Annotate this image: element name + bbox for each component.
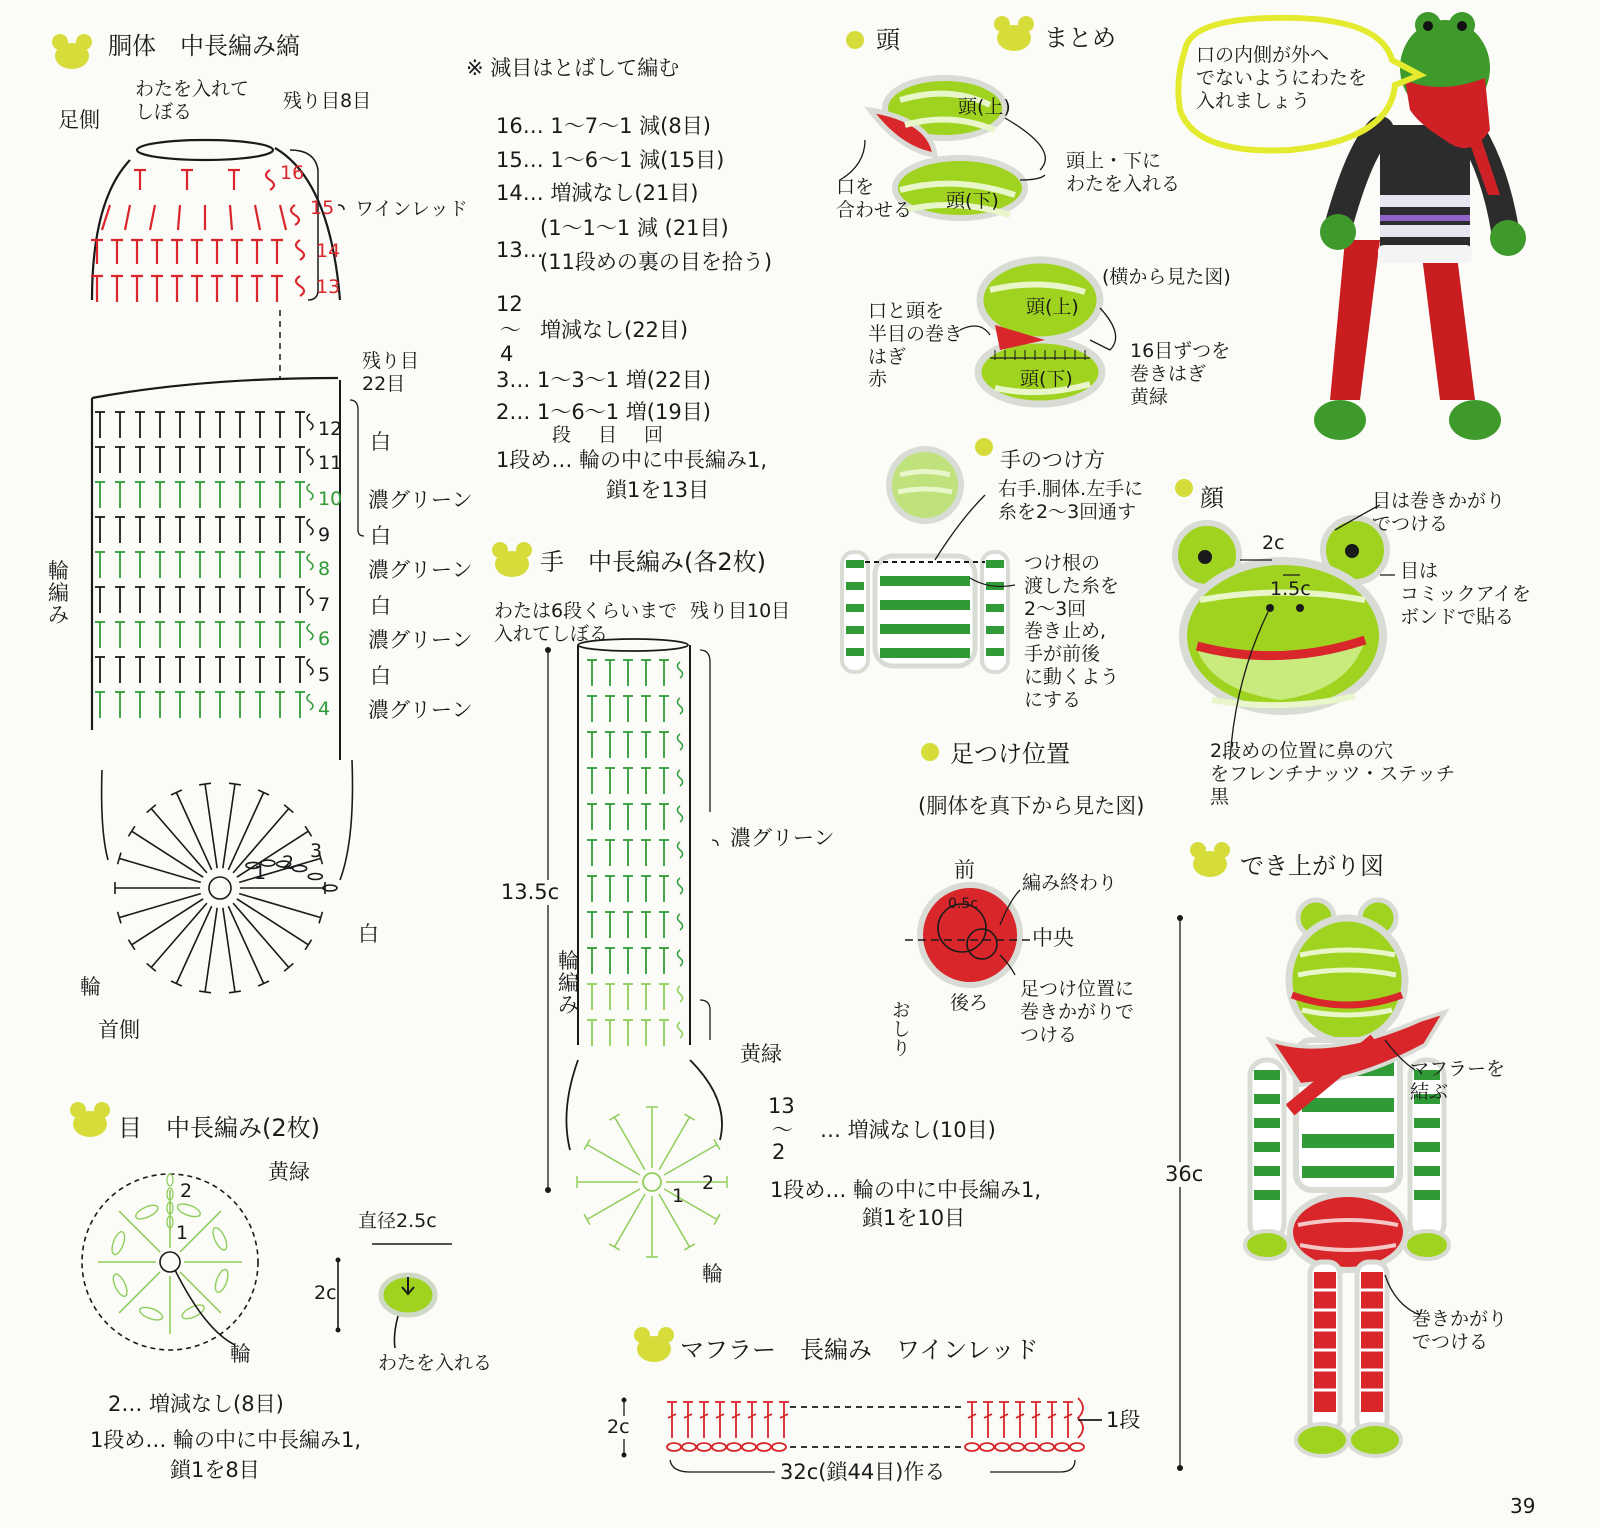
row-num-12: 12 [318, 418, 343, 440]
body-base-num-2: 2 [282, 852, 295, 874]
body-bottom-spoke [239, 894, 321, 918]
hand-ring-label: 輪 [702, 1262, 723, 1286]
hand-spoke-cap [584, 1139, 590, 1149]
body-row-chain [307, 414, 313, 430]
body-base-num-3: 3 [310, 840, 323, 862]
body-bottom-spoke [205, 908, 217, 992]
finished-attach-note: 巻きかがり でつける [1412, 1308, 1508, 1353]
instr-line-3: 3… 1～3～1 増(22目) [496, 368, 711, 392]
badge-mouse-icon [50, 32, 94, 70]
hand-range-mid: ～ [772, 1118, 793, 1142]
eye-stitch [176, 1202, 202, 1220]
leg-front: 前 [954, 858, 975, 882]
finished-title: でき上がり図 [1240, 852, 1384, 880]
hand-row-chain [678, 698, 683, 714]
instr-range-text: 増減なし(22目) [540, 318, 689, 342]
body-bottom-chain [293, 866, 307, 872]
instr-row13-prefix: 13… [496, 238, 544, 262]
muffler-chain [682, 1443, 696, 1451]
instr-line-1b: 鎖1を13目 [606, 478, 710, 502]
remaining-mid-label: 残り目 22目 [362, 350, 420, 395]
head-top-label: 頭(上) [958, 96, 1011, 118]
hand-line-1b: 鎖1を10目 [862, 1206, 966, 1230]
body-bottom-spoke-cap [199, 783, 211, 785]
face-title: 顔 [1200, 484, 1224, 512]
muffler-chain [712, 1443, 726, 1451]
finished-muffler-note: マフラーを 結ぶ [1410, 1058, 1506, 1103]
body-base-num-1: 1 [254, 862, 267, 884]
muffler-turn [1078, 1398, 1083, 1438]
leg-back: 後ろ [950, 992, 989, 1014]
body-bottom-chain [308, 874, 322, 880]
eye-stitch [210, 1226, 229, 1252]
face-eye-note: 目は巻きかがり でつける [1372, 490, 1506, 535]
hand-length: 13.5c [500, 880, 560, 904]
row-num-8: 8 [318, 558, 331, 580]
badge-mouse-icon [1188, 840, 1232, 878]
muffler-chain [697, 1443, 711, 1451]
eye-line-1b: 鎖1を8目 [170, 1458, 260, 1482]
body-bottom-spoke-cap [305, 826, 311, 836]
head-stuff-note: 頭上・下に わたを入れる [1066, 150, 1181, 195]
summary-title: まとめ [1044, 24, 1116, 52]
muffler-chain [1070, 1443, 1084, 1451]
body-upper-chart [91, 140, 344, 302]
hand-row-chain [678, 986, 683, 1002]
muffler-chain [965, 1443, 979, 1451]
muffler-chain [742, 1443, 756, 1451]
body-bottom-spoke-cap [128, 826, 134, 836]
leg-attach-note: 足つけ位置に 巻きかがりで つける [1020, 978, 1135, 1046]
hand-range-bottom: 2 [772, 1140, 786, 1164]
head-bottom-label-2: 頭(下) [1020, 368, 1073, 390]
body-row-chain [307, 484, 313, 500]
finished-frog-illustration [1177, 900, 1449, 1471]
instr-row13-a: (1～1～1 減 (21目) [540, 216, 729, 240]
eye-chart [82, 1174, 452, 1350]
body-bottom-spoke-cap [128, 940, 134, 950]
badge-mouse-icon [992, 14, 1036, 52]
row-num-13: 13 [316, 276, 341, 298]
eye-spoke [119, 1272, 160, 1313]
hand-chart [545, 639, 727, 1257]
muffler-chain [1040, 1443, 1054, 1451]
face-illustration [1175, 505, 1395, 760]
stripe-label-dark-green: 濃グリーン [368, 628, 473, 652]
muffler-chain [980, 1443, 994, 1451]
hand-row-chain [678, 1022, 683, 1038]
head-sixteen-note: 16目ずつを 巻きはぎ 黄緑 [1130, 340, 1231, 408]
muffler-title: マフラー 長編み ワインレッド [680, 1336, 1039, 1364]
body-title: 胴体 中長編み縞 [108, 32, 300, 60]
head-bottom-label: 頭(下) [946, 190, 999, 212]
wine-red-label: ワインレッド [355, 198, 468, 220]
hand-spoke-cap [714, 1214, 720, 1224]
hand-attach-title: 手のつけ方 [1000, 448, 1105, 472]
body-row-chain [307, 659, 313, 675]
hand-row-chain [678, 734, 683, 750]
hand-spoke-cap [684, 1244, 694, 1250]
eye-num-2: 2 [180, 1180, 193, 1202]
stripe-label-white: 白 [370, 430, 391, 454]
eye-stitch [138, 1305, 164, 1323]
row-num-10: 10 [318, 488, 343, 510]
row-num-14: 14 [316, 240, 341, 262]
neck-side-label: 首側 [98, 1018, 140, 1042]
body-upper-row16 [134, 170, 240, 190]
hand-attach-note1: 右手.胴体.左手に 糸を2～3回通す [998, 478, 1144, 523]
hand-remaining: 残り目10目 [690, 600, 791, 622]
body-bottom-spoke [237, 831, 309, 877]
muffler-chain [667, 1443, 681, 1451]
hand-row-chain [678, 914, 683, 930]
page-number: 39 [1510, 1494, 1536, 1518]
stripe-label-white: 白 [370, 594, 391, 618]
instr-line-15: 15… 1～6～1 減(15目) [496, 148, 725, 172]
eye-height: 2c [314, 1282, 337, 1304]
summary-bubble-text: 口の内側が外へ でないようにわたを 入れましょう [1196, 44, 1368, 112]
head-title: 頭 [876, 26, 900, 54]
body-stuff-note: わたを入れて しぼる [135, 78, 250, 123]
stripe-label-dark-green: 濃グリーン [368, 558, 473, 582]
eye-stitch [110, 1230, 128, 1256]
row-num-7: 7 [318, 594, 331, 616]
instr-range-top: 12 [496, 292, 523, 316]
hand-row-chain [678, 878, 683, 894]
face-nose-note: 2段めの位置に鼻の穴 をフレンチナッツ・ステッチ 黒 [1210, 740, 1456, 808]
head-side-view: (横から見た図) [1102, 266, 1231, 288]
body-bottom-spoke-cap [229, 783, 241, 785]
hand-base-num-1: 1 [672, 1185, 685, 1207]
body-bottom-spoke [223, 908, 235, 992]
body-bottom-spoke-cap [199, 991, 211, 993]
eye-spoke [180, 1272, 221, 1313]
row-num-11: 11 [318, 452, 343, 474]
hand-spoke-cap [609, 1114, 619, 1120]
eye-title: 目 中長編み(2枚) [118, 1114, 320, 1142]
hand-row-chain [678, 842, 683, 858]
remaining-top-label: 残り目8目 [283, 90, 372, 112]
body-white-bottom: 白 [358, 922, 379, 946]
body-row-chain [307, 449, 313, 465]
head-top-label-2: 頭(上) [1026, 296, 1079, 318]
row-num-9: 9 [318, 524, 331, 546]
decrease-note: ※ 減目はとばして編む [466, 56, 680, 80]
leg-end-note: 編み終わり [1022, 872, 1118, 894]
leg-title: 足つけ位置 [950, 740, 1070, 768]
body-bottom-spoke [237, 899, 309, 945]
leg-tail: おしり [888, 1000, 911, 1057]
muffler-chain [757, 1443, 771, 1451]
eye-line-2: 2… 増減なし(8目) [108, 1392, 284, 1416]
body-row-chain [307, 694, 313, 710]
leg-subtitle: (胴体を真下から見た図) [918, 794, 1145, 818]
hand-spoke [587, 1189, 640, 1220]
muffler-chain [1010, 1443, 1024, 1451]
eye-diameter: 直径2.5c [358, 1210, 437, 1232]
muffler-chain [1055, 1443, 1069, 1451]
body-upper-row15 [102, 205, 286, 230]
eye-stitch [213, 1268, 231, 1294]
eye-ring-label: 輪 [230, 1342, 251, 1366]
eye-color: 黄緑 [268, 1160, 310, 1184]
eye-stuff-note: わたを入れる [378, 1352, 493, 1374]
muffler-chain [995, 1443, 1009, 1451]
hand-spoke-cap [609, 1244, 619, 1250]
face-dim-2c: 2c [1262, 532, 1285, 554]
body-bottom-spoke-cap [229, 991, 241, 993]
hand-spoke-cap [584, 1214, 590, 1224]
badge-mouse-icon [68, 1100, 112, 1138]
eye-chain [167, 1174, 173, 1186]
hand-attach-note2: つけ根の 渡した糸を 2～3回 巻き止め, 手が前後 に動くよう にする [1024, 552, 1120, 711]
muffler-chain [1025, 1443, 1039, 1451]
hand-spoke [615, 1117, 646, 1170]
body-bottom-spoke [205, 784, 217, 868]
hand-dark-green: 濃グリーン [730, 826, 835, 850]
hand-spoke-cap [714, 1139, 720, 1149]
hand-attach-illustration [842, 449, 1015, 672]
body-bottom-spoke [119, 894, 201, 918]
body-row-chain [307, 589, 313, 605]
row-num-6: 6 [318, 628, 331, 650]
head-whip-note: 口と頭を 半目の巻き はぎ 赤 [868, 300, 964, 391]
hand-range-top: 13 [768, 1094, 795, 1118]
badge-mouse-icon [490, 540, 534, 578]
instr-line-14: 14… 増減なし(21目) [496, 181, 699, 205]
row-num-5: 5 [318, 664, 331, 686]
face-dim-1-5c: 1.5c [1270, 578, 1311, 600]
hand-stuff-note: わたは6段くらいまで 入れてしぼる [494, 600, 678, 645]
row-num-16: 16 [280, 162, 305, 184]
instr-line-16: 16… 1～7～1 減(8目) [496, 114, 711, 138]
hand-spoke [587, 1145, 640, 1176]
hand-title: 手 中長編み(各2枚) [540, 548, 766, 576]
hand-round-knit: 輪 編 み [558, 949, 579, 1018]
instr-line-2: 2… 1～6～1 増(19目) [496, 400, 711, 424]
hand-range-text: … 増減なし(10目) [820, 1118, 996, 1142]
stripe-label-dark-green: 濃グリーン [368, 488, 473, 512]
stripe-label-white: 白 [370, 524, 391, 548]
body-upper-rows-14-13 [91, 240, 283, 302]
instr-row13-b: (11段めの裏の目を拾う) [540, 250, 773, 274]
eye-num-1: 1 [176, 1222, 189, 1244]
stripe-label-white: 白 [370, 664, 391, 688]
body-bottom-spoke [132, 831, 204, 877]
hand-row-chain [678, 770, 683, 786]
hand-base-num-2: 2 [702, 1172, 715, 1194]
muffler-height: 2c [607, 1416, 630, 1438]
finished-height: 36c [1165, 1162, 1204, 1186]
muffler-row-label: 1段 [1106, 1408, 1141, 1432]
instr-range-mid: ～ [500, 318, 521, 342]
row-num-4: 4 [318, 698, 331, 720]
instr-range-bottom: 4 [500, 342, 514, 366]
hand-yellow-green: 黄緑 [740, 1042, 782, 1066]
eye-stitch [180, 1302, 206, 1321]
hand-row-chain [678, 806, 683, 822]
muffler-chain-note: 32c(鎖44目)作る [780, 1460, 946, 1484]
hand-spoke [615, 1194, 646, 1247]
body-bottom-chart [102, 760, 353, 993]
hand-row-chain [678, 662, 683, 678]
leg-center: 中央 [1032, 926, 1074, 950]
hand-spoke [664, 1145, 717, 1176]
eye-spoke [119, 1211, 160, 1252]
muffler-chain [772, 1443, 786, 1451]
foot-side-label: 足側 [58, 108, 100, 132]
eye-stitch [134, 1203, 160, 1222]
body-ring-label: 輪 [80, 975, 101, 999]
instr-header: 段 目 回 [552, 424, 668, 446]
body-row-chain [307, 519, 313, 535]
hand-spoke-cap [684, 1114, 694, 1120]
row-num-15: 15 [310, 197, 335, 219]
body-row-chain [307, 554, 313, 570]
body-row-chain [307, 624, 313, 640]
stripe-label-dark-green: 濃グリーン [368, 698, 473, 722]
hand-line-1a: 1段め… 輪の中に中長編み1, [770, 1178, 1042, 1202]
body-bottom-spoke [132, 899, 204, 945]
eye-stitch [111, 1272, 130, 1298]
muffler-chain [727, 1443, 741, 1451]
body-bottom-spoke [223, 784, 235, 868]
instr-line-1a: 1段め… 輪の中に中長編み1, [496, 448, 768, 472]
eye-line-1a: 1段め… 輪の中に中長編み1, [90, 1428, 362, 1452]
body-round-knit: 輪 編 み [48, 559, 69, 628]
hand-row-chain [678, 950, 683, 966]
body-bottom-spoke-cap [305, 940, 311, 950]
leg-dim: 0.5c [948, 896, 978, 912]
head-mouth-note: 口を 合わせる [836, 176, 913, 221]
face-eyes-note: 目は コミックアイを ボンドで貼る [1400, 560, 1531, 628]
body-bottom-spoke [119, 858, 201, 882]
badge-mouse-icon [632, 1325, 676, 1363]
hand-spoke [659, 1117, 690, 1170]
